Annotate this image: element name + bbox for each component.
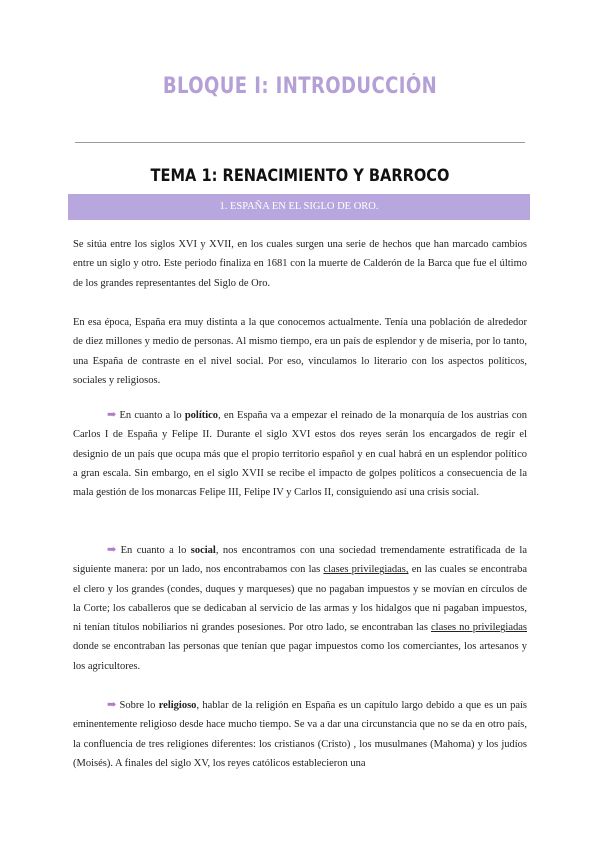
underlined-term-non-privileged: clases no privilegiadas — [431, 622, 527, 634]
paragraph-keyword: religioso — [158, 700, 197, 711]
paragraph-social — [73, 541, 527, 676]
paragraph-intro: Se sitúa entre los siglos XVI y XVII, en los cuales surgen una serie de hechos que han marcado cambios entre un siglo y otro. Este periodo finaliza en 1681 con la muerte de Calderón de la Barca que fue el último de los grandes representantes del Siglo de Oro. — [73, 239, 527, 289]
paragraph-body: en las cuales se encontraba el clero y los grandes (condes, duques y marqueses) que no pagaban impuestos y se movían en círculos de la Corte; los caballeros que se dedicaban al servicio de las armas y los hidalgos que ni pagaban impuestos, ni tenían títulos nobiliarios ni grandes posesiones. Por otro lado, se encontraban las — [73, 564, 527, 634]
paragraph-body: , hablar de la religión en España es un capítulo largo debido a que es un país eminentemente religioso desde hace mucho tiempo. Se va a dar una circunstancia que no se da en otro país, la confluencia de tres religiones diferentes: los cristianos (Cristo) , los musulmanes (Mahoma) y los judíos (Moisés). A finales del siglo XV, los reyes católicos establecieron una — [73, 700, 528, 769]
paragraph-context: En esa época, España era muy distinta a la que conocemos actualmente. Tenía una población de alrededor de diez millones y medio de personas. Al mismo tiempo, era un país de esplendor y de miseria, por lo tanto, una España de contraste en el nivel social. Por eso, vinculamos lo literario con los aspectos políticos, sociales y religiosos. — [73, 317, 527, 386]
paragraph-body: , en España va a empezar el reinado de la monarquía de los austrias con Carlos I de España y Felipe II. Durante el siglo XVI estos dos reyes serán los encargados de regir el designio de un país que ocupa más que el propio territorio español y en cual habrá en un esplendor político a gran escala. Sin embargo, en el siglo XVII se recibe el impacto de golpes políticos a consecuencia de la mala gestión de los monarcas Felipe III, Felipe IV y Carlos II, consiguiendo así una crisis social. — [73, 410, 527, 499]
underlined-term-privileged: clases privilegiadas, — [323, 564, 409, 576]
paragraph-religious — [73, 696, 527, 773]
block-title: BLOQUE I: INTRODUCCIÓN — [162, 74, 438, 99]
paragraph-political — [73, 406, 527, 502]
arrow-bullet-icon: ➡ — [107, 544, 117, 556]
paragraph-body: , nos encontramos con una sociedad tremendamente estratificada de la siguiente manera: por un lado, nos encontrabamos con las — [73, 545, 527, 576]
paragraph-lead: En cuanto a lo — [116, 545, 191, 556]
paragraph-lead: En cuanto a lo — [116, 410, 185, 421]
horizontal-divider — [75, 142, 525, 143]
paragraph-keyword: político — [184, 410, 219, 421]
topic-title: TEMA 1: RENACIMIENTO Y BARROCO — [150, 166, 450, 186]
section-heading-band — [68, 194, 530, 220]
arrow-bullet-icon: ➡ — [107, 409, 117, 421]
paragraph-lead: Sobre lo — [116, 700, 159, 711]
paragraph-keyword: social — [190, 545, 216, 556]
section-heading-text: 1. ESPAÑA EN EL SIGLO DE ORO. — [219, 201, 379, 212]
paragraph-body: donde se encontraban las personas que tenían que pagar impuestos como los comerciantes, los artesanos y los agricultores. — [73, 641, 527, 672]
arrow-bullet-icon: ➡ — [107, 699, 117, 711]
